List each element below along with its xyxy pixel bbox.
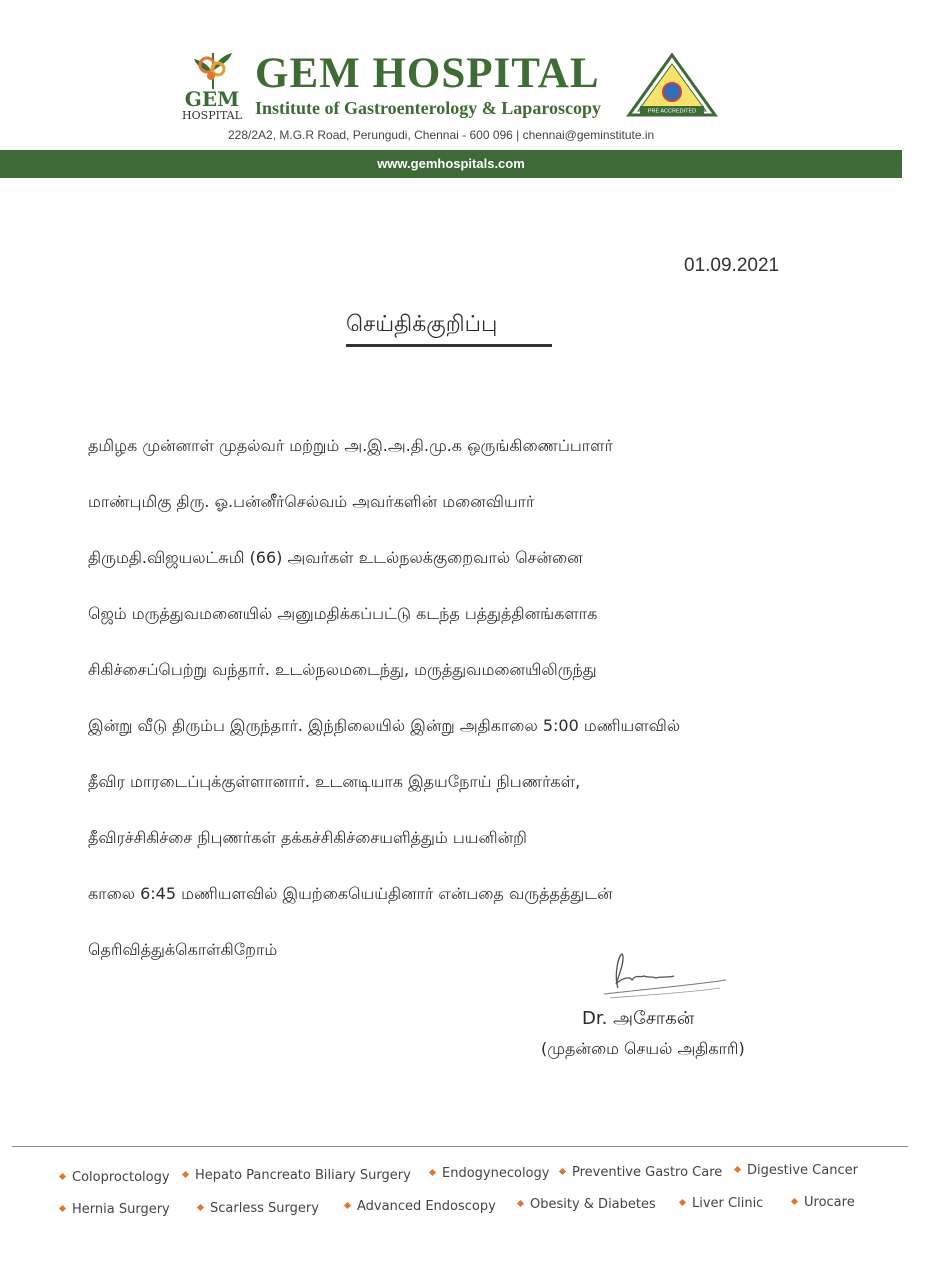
letter-title: செய்திக்குறிப்பு: [346, 312, 498, 337]
service-item: [60, 1170, 170, 1185]
service-label: Scarless Surgery: [210, 1201, 319, 1216]
footer-divider: [12, 1146, 908, 1147]
badge-text: PRE ACCREDITED: [647, 108, 697, 115]
service-label: Hernia Surgery: [72, 1202, 170, 1217]
bullet-icon: [679, 1199, 686, 1206]
bullet-icon: [59, 1173, 66, 1180]
bullet-icon: [429, 1169, 436, 1176]
logo-gem-text: GEM: [184, 87, 240, 111]
website-text: www.gemhospitals.com: [377, 156, 525, 171]
service-item: [60, 1202, 170, 1217]
service-item: [518, 1197, 656, 1212]
service-item: [183, 1168, 411, 1183]
institute-name: Institute of Gastroenterology & Laparoscopy: [255, 98, 601, 118]
service-label: Preventive Gastro Care: [572, 1165, 723, 1180]
body-line: காலை 6:45 மணியளவில் இயற்கையெய்தினார் என்பதை வருத்தத்துடன்: [88, 884, 613, 903]
signatory-designation: (முதன்மை செயல் அதிகாரி): [541, 1039, 745, 1058]
service-label: Endogynecology: [442, 1166, 550, 1181]
body-line: தீவிர மாரடைப்புக்குள்ளானார். உடனடியாக இதயநோய் நிபணர்கள்,: [88, 772, 581, 791]
service-item: [792, 1195, 855, 1210]
service-label: Liver Clinic: [692, 1196, 764, 1211]
website-link[interactable]: [0, 150, 902, 178]
service-item: [680, 1196, 763, 1211]
service-label: Obesity & Diabetes: [530, 1197, 656, 1212]
bullet-icon: [559, 1168, 566, 1175]
body-line: திருமதி.விஜயலட்சுமி (66) அவர்கள் உடல்நலக்குறைவால் சென்னை: [88, 548, 583, 567]
body-line: மாண்புமிகு திரு. ஓ.பன்னீர்செல்வம் அவர்களின் மனைவியார்: [88, 492, 535, 511]
service-item: [198, 1201, 319, 1216]
bullet-icon: [734, 1166, 741, 1173]
letter-date: 01.09.2021: [684, 255, 780, 276]
service-item: [345, 1199, 496, 1214]
bullet-icon: [197, 1204, 204, 1211]
accreditation-badge-icon: [626, 52, 718, 118]
service-item: [430, 1166, 549, 1181]
service-label: Urocare: [804, 1195, 855, 1210]
bullet-icon: [344, 1202, 351, 1209]
bullet-icon: [59, 1205, 66, 1212]
body-line: தீவிரச்சிகிச்சை நிபுணர்கள் தக்கச்சிகிச்சையளித்தும் பயனின்றி: [88, 828, 527, 847]
title-underline: [346, 344, 552, 347]
body-line: தமிழக முன்னாள் முதல்வர் மற்றும் அ.இ.அ.தி.மு.க ஒருங்கிணைப்பாளர்: [88, 436, 613, 455]
body-line: இன்று வீடு திரும்ப இருந்தார். இந்நிலையில் இன்று அதிகாலை 5:00 மணியளவில்: [88, 716, 681, 735]
bullet-icon: [517, 1200, 524, 1207]
service-item: [735, 1163, 858, 1178]
logo-wordmark: [180, 88, 244, 122]
body-line: ஜெம் மருத்துவமனையில் அனுமதிக்கப்பட்டு கடந்த பத்துத்தினங்களாக: [88, 604, 598, 623]
body-line: தெரிவித்துக்கொள்கிறோம்: [88, 940, 278, 959]
hospital-address: 228/2A2, M.G.R Road, Perungudi, Chennai - 600 096 | chennai@geminstitute.in: [228, 128, 655, 142]
logo-hospital-text: HOSPITAL: [182, 109, 242, 122]
signature-icon: [596, 948, 736, 1004]
service-item: [560, 1165, 722, 1180]
signatory-name: Dr. அசோகன்: [582, 1008, 695, 1029]
bullet-icon: [791, 1198, 798, 1205]
service-label: Digestive Cancer: [747, 1163, 858, 1178]
hospital-name: GEM HOSPITAL: [255, 50, 600, 97]
service-label: Coloproctology: [72, 1170, 170, 1185]
bullet-icon: [182, 1171, 189, 1178]
service-label: Hepato Pancreato Biliary Surgery: [195, 1168, 411, 1183]
service-label: Advanced Endoscopy: [357, 1199, 496, 1214]
body-line: சிகிச்சைப்பெற்று வந்தார். உடல்நலமடைந்து, மருத்துவமனையிலிருந்து: [88, 660, 597, 679]
